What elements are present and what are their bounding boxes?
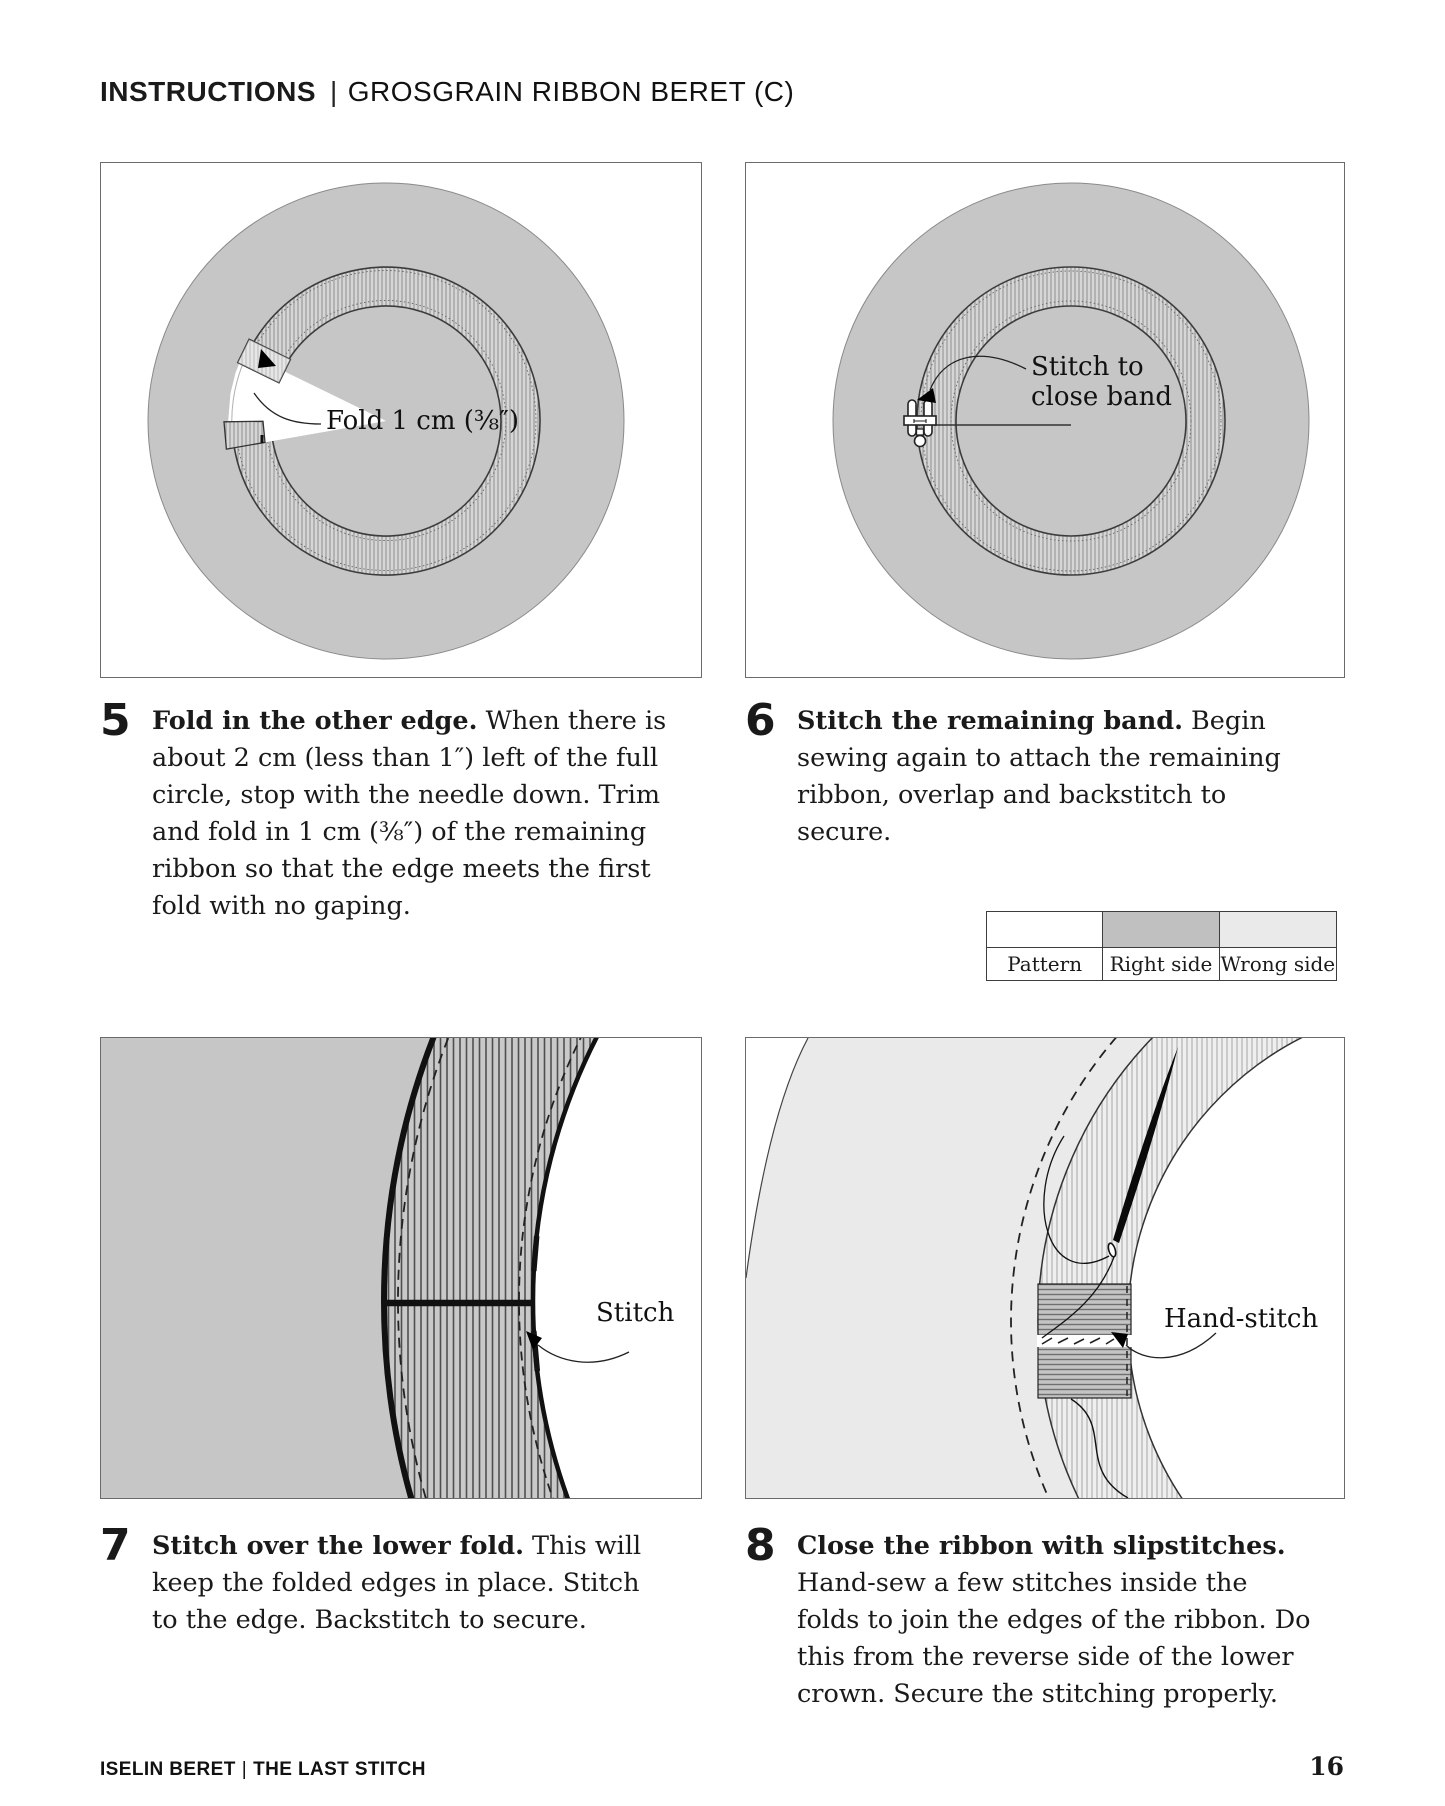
- figure-step5-drawing: [101, 163, 701, 677]
- figure-step7-drawing: [101, 1038, 701, 1498]
- footer-pattern-name: ISELIN BERET: [100, 1759, 236, 1780]
- step-lead: Stitch over the lower fold.: [152, 1531, 524, 1561]
- figure-step6: [745, 162, 1345, 678]
- step-body: When there is about 2 cm (less than 1″) left of the full circle, stop with the needle down. Trim and fold in 1 cm (⅜″) of the remaining ribbon so that the edge meets the first fold with no gaping.: [152, 706, 667, 921]
- page-title-pattern-name: GROSGRAIN RIBBON BERET (C): [347, 76, 795, 107]
- step-number: 8: [745, 1520, 776, 1571]
- footer-title: [100, 1759, 426, 1781]
- figure-step6-drawing: [746, 163, 1344, 677]
- step-text: [152, 703, 667, 925]
- page-title-section: INSTRUCTIONS: [100, 76, 316, 107]
- step-lead: Stitch the remaining band.: [797, 706, 1183, 736]
- stitch-annotation: Stitch: [596, 1298, 675, 1328]
- step-lead: Fold in the other edge.: [152, 706, 478, 736]
- legend-label-pattern: Pattern: [987, 948, 1103, 980]
- step-text: [152, 1528, 667, 1639]
- step-body: Begin sewing again to attach the remaining ribbon, overlap and backstitch to secure.: [797, 706, 1281, 847]
- legend-label-wrong-side: Wrong side: [1220, 952, 1336, 976]
- figure-step8: [745, 1037, 1345, 1499]
- figure-step5: [100, 162, 702, 678]
- stitch-annotation-line1: Stitch to: [1031, 352, 1144, 382]
- page-title: [100, 76, 794, 108]
- step-text: [797, 1528, 1312, 1713]
- legend-label-right-side: Right side: [1103, 948, 1219, 980]
- step-body: This will keep the folded edges in place. Stitch to the edge. Backstitch to secure.: [152, 1531, 642, 1635]
- footer-separator: |: [241, 1759, 248, 1780]
- legend-swatch-pattern: [987, 912, 1103, 948]
- step-text: [797, 703, 1312, 851]
- step-number: 5: [100, 695, 131, 746]
- page-number: 16: [1309, 1752, 1344, 1781]
- hand-stitch-annotation: Hand-stitch: [1164, 1304, 1319, 1334]
- legend-swatch-wrong-side: [1220, 912, 1336, 948]
- step-number: 6: [745, 695, 776, 746]
- fabric-legend: [986, 911, 1337, 981]
- title-separator: |: [330, 76, 338, 107]
- legend-swatch-right-side: [1103, 912, 1219, 948]
- step-lead: Close the ribbon with slipstitches.: [797, 1531, 1286, 1561]
- step-number: 7: [100, 1520, 131, 1571]
- page-footer: [100, 1752, 1344, 1781]
- stitch-annotation-line2: close band: [1031, 382, 1173, 412]
- figure-step8-drawing: [746, 1038, 1344, 1498]
- figure-step7: [100, 1037, 702, 1499]
- step-body: Hand-sew a few stitches inside the folds to join the edges of the ribbon. Do this from the reverse side of the lower crown. Secure the stitching properly.: [797, 1568, 1311, 1709]
- footer-brand: THE LAST STITCH: [253, 1759, 426, 1780]
- fold-annotation: Fold 1 cm (⅜″): [326, 406, 519, 436]
